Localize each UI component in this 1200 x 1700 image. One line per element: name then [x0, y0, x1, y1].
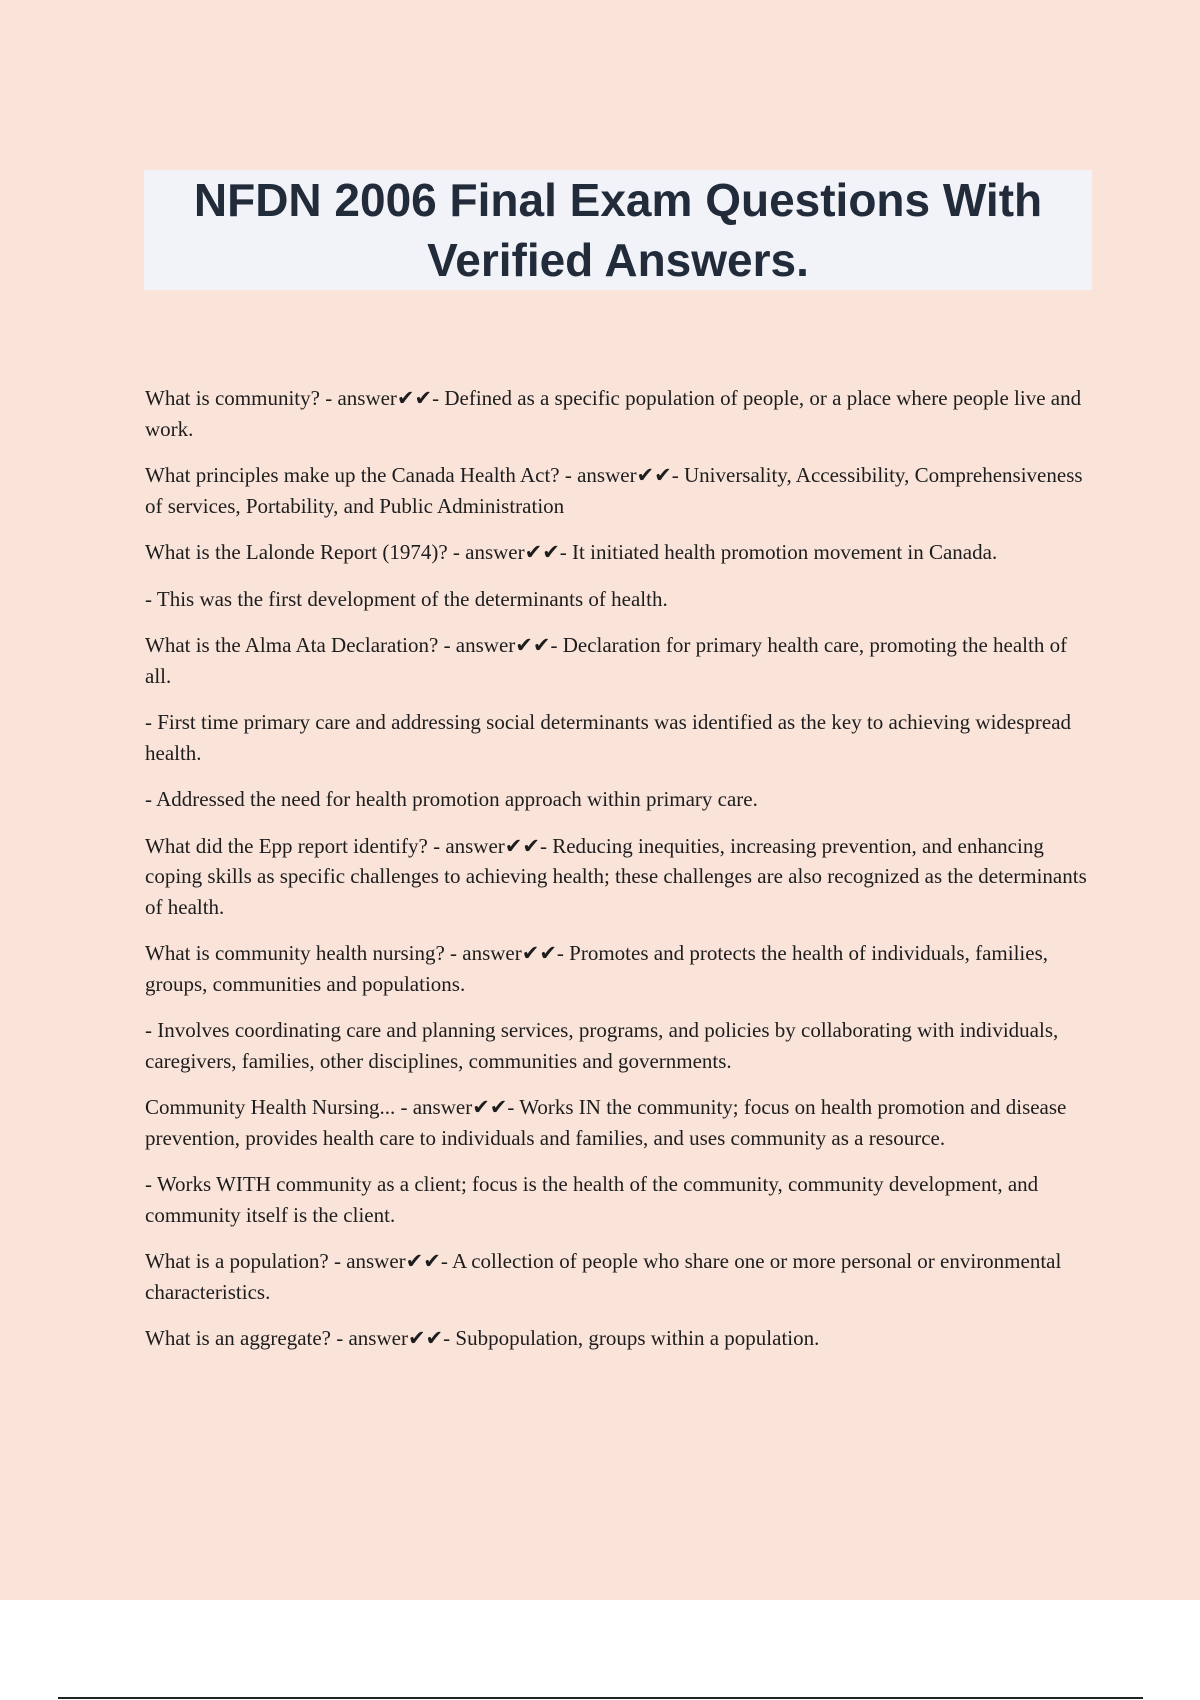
- paragraph: What principles make up the Canada Health Act? - answer✔✔- Universality, Accessibility, Comprehensiveness of services, Portability, and Public Administration: [145, 463, 1083, 518]
- paragraph: What is a population? - answer✔✔- A collection of people who share one or more personal or environmental characteristics.: [145, 1249, 1062, 1304]
- paragraph: What did the Epp report identify? - answer✔✔- Reducing inequities, increasing prevention, and enhancing coping skills as specific challenges to achieving health; these challenges are also recognized as the determinants of health.: [145, 833, 1087, 919]
- document-body: [145, 383, 1090, 1370]
- paragraph: What is the Lalonde Report (1974)? - answer✔✔- It initiated health promotion movement in Canada.: [145, 540, 998, 564]
- paragraph: What is an aggregate? - answer✔✔- Subpopulation, groups within a population.: [145, 1326, 820, 1350]
- footer-divider: [58, 1697, 1143, 1699]
- title-banner: [144, 170, 1092, 290]
- paragraph: Community Health Nursing... - answer✔✔- Works IN the community; focus on health promotion and disease prevention, provides health care to individuals and families, and uses community as a resource.: [145, 1095, 1067, 1150]
- document-title: NFDN 2006 Final Exam Questions With Verified Answers.: [193, 174, 1043, 286]
- paragraph: - Addressed the need for health promotion approach within primary care.: [145, 787, 758, 811]
- paragraph: What is community? - answer✔✔- Defined as a specific population of people, or a place where people live and work.: [145, 386, 1082, 441]
- paragraph: What is the Alma Ata Declaration? - answer✔✔- Declaration for primary health care, promoting the health of all.: [145, 633, 1068, 688]
- paragraph: - First time primary care and addressing social determinants was identified as the key to achieving widespread health.: [145, 710, 1072, 765]
- paragraph: - Involves coordinating care and planning services, programs, and policies by collaborating with individuals, caregivers, families, other disciplines, communities and governments.: [145, 1018, 1059, 1073]
- paragraph: - This was the first development of the determinants of health.: [145, 586, 668, 611]
- paragraph: What is community health nursing? - answer✔✔- Promotes and protects the health of individuals, families, groups, communities and populations.: [145, 941, 1048, 996]
- paragraph: - Works WITH community as a client; focus is the health of the community, community development, and community itself is the client.: [145, 1172, 1039, 1227]
